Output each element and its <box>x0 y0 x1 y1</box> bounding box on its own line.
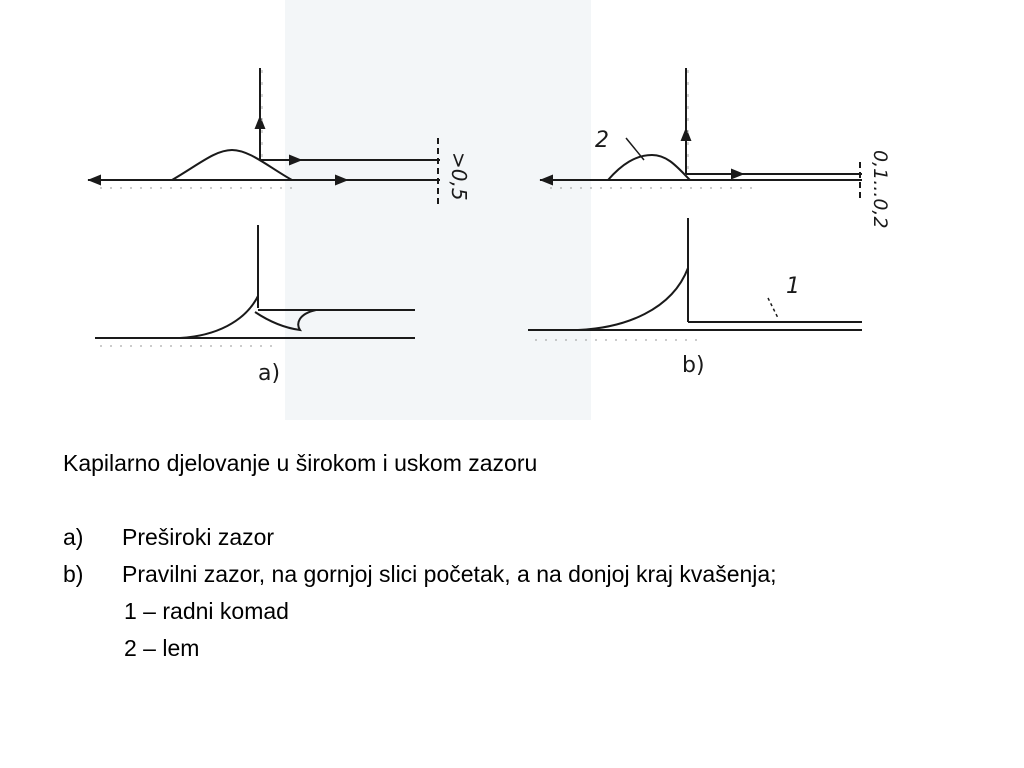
list-marker: b) <box>63 561 84 587</box>
spacer <box>63 482 537 519</box>
dimension-label-a: >0,5 <box>447 152 471 201</box>
caption <box>63 445 777 667</box>
scan-background <box>285 0 591 420</box>
list-item-b <box>63 556 777 593</box>
part-label-2: 2 <box>595 128 609 153</box>
legend-item-2 <box>63 630 537 667</box>
part-label-1: 1 <box>786 274 800 299</box>
figure-label-a: a) <box>258 361 281 386</box>
list-marker: a) <box>63 524 84 550</box>
legend-item-1 <box>63 593 537 630</box>
legend-text: 2 – lem <box>124 635 200 661</box>
figure-label-b: b) <box>682 353 705 378</box>
list-text: Pravilni zazor, na gornjoj slici početak, a na donjoj kraj kvašenja; <box>122 561 777 587</box>
list-text: Preširoki zazor <box>122 524 275 550</box>
dimension-label-b: 0,1...0,2 <box>869 150 891 229</box>
list-item-a <box>63 519 537 556</box>
legend-text: 1 – radni komad <box>124 598 289 624</box>
caption-title: Kapilarno djelovanje u širokom i uskom zazoru <box>63 450 538 476</box>
